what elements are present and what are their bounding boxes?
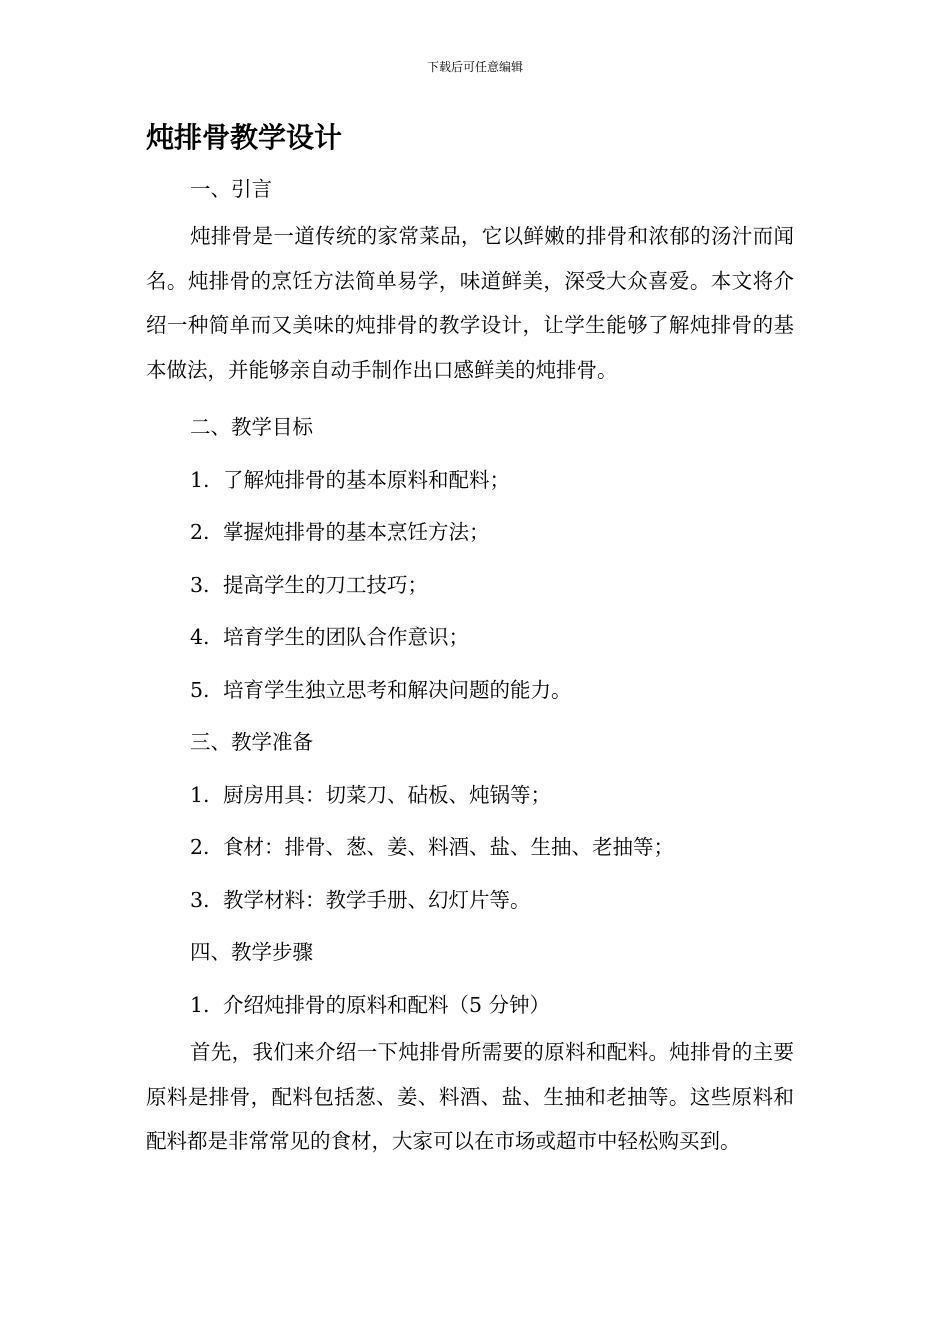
document-title: 炖排骨教学设计 — [146, 121, 343, 154]
section-heading-goals: 二、教学目标 — [190, 415, 313, 439]
prep-item-text: 食材：排骨、葱、姜、料酒、盐、生抽、老抽等； — [223, 835, 674, 859]
step-item — [190, 988, 550, 1018]
goal-item — [190, 463, 510, 493]
goal-item — [190, 515, 490, 545]
goal-item-text: 培育学生的团队合作意识； — [223, 625, 469, 649]
goal-item — [190, 620, 469, 650]
prep-item — [190, 778, 551, 808]
header-note: 下载后可任意编辑 — [426, 60, 523, 74]
goal-item-text: 提高学生的刀工技巧； — [223, 573, 428, 597]
prep-item — [190, 883, 531, 913]
prep-item-number: 3. — [190, 888, 210, 912]
goal-item — [190, 568, 428, 598]
goal-item-number: 5. — [190, 678, 210, 702]
prep-item-number: 2. — [190, 835, 210, 859]
intro-paragraph: 炖排骨是一道传统的家常菜品，它以鲜嫩的排骨和浓郁的汤汁而闻名。炖排骨的烹饪方法简单易学，味道鲜美，深受大众喜爱。本文将介绍一种简单而又美味的炖排骨的教学设计，让学生能够了解炖排骨的基本做法，并能够亲自动手制作出口感鲜美的炖排骨。 — [146, 224, 794, 382]
goal-item-text: 了解炖排骨的基本原料和配料； — [223, 468, 510, 492]
prep-item-text: 教学材料：教学手册、幻灯片等。 — [223, 888, 531, 912]
step1-paragraph: 首先，我们来介绍一下炖排骨所需要的原料和配料。炖排骨的主要原料是排骨，配料包括葱、姜、料酒、盐、生抽和老抽等。这些原料和配料都是非常常见的食材，大家可以在市场或超市中轻松购买到。 — [146, 1040, 794, 1153]
section-heading-intro: 一、引言 — [190, 177, 272, 201]
goal-item — [190, 673, 572, 703]
section-heading-prep: 三、教学准备 — [190, 730, 313, 754]
goal-item-text: 培育学生独立思考和解决问题的能力。 — [223, 678, 572, 702]
step-item-number: 1. — [190, 993, 210, 1017]
goal-item-number: 4. — [190, 625, 210, 649]
goal-item-number: 3. — [190, 573, 210, 597]
section-heading-steps: 四、教学步骤 — [190, 940, 313, 964]
step-item-title: 介绍炖排骨的原料和配料（5 分钟） — [223, 993, 551, 1017]
prep-item-number: 1. — [190, 783, 210, 807]
prep-item — [190, 830, 674, 860]
goal-item-number: 1. — [190, 468, 210, 492]
goal-item-number: 2. — [190, 520, 210, 544]
goal-item-text: 掌握炖排骨的基本烹饪方法； — [223, 520, 490, 544]
prep-item-text: 厨房用具：切菜刀、砧板、炖锅等； — [223, 783, 551, 807]
